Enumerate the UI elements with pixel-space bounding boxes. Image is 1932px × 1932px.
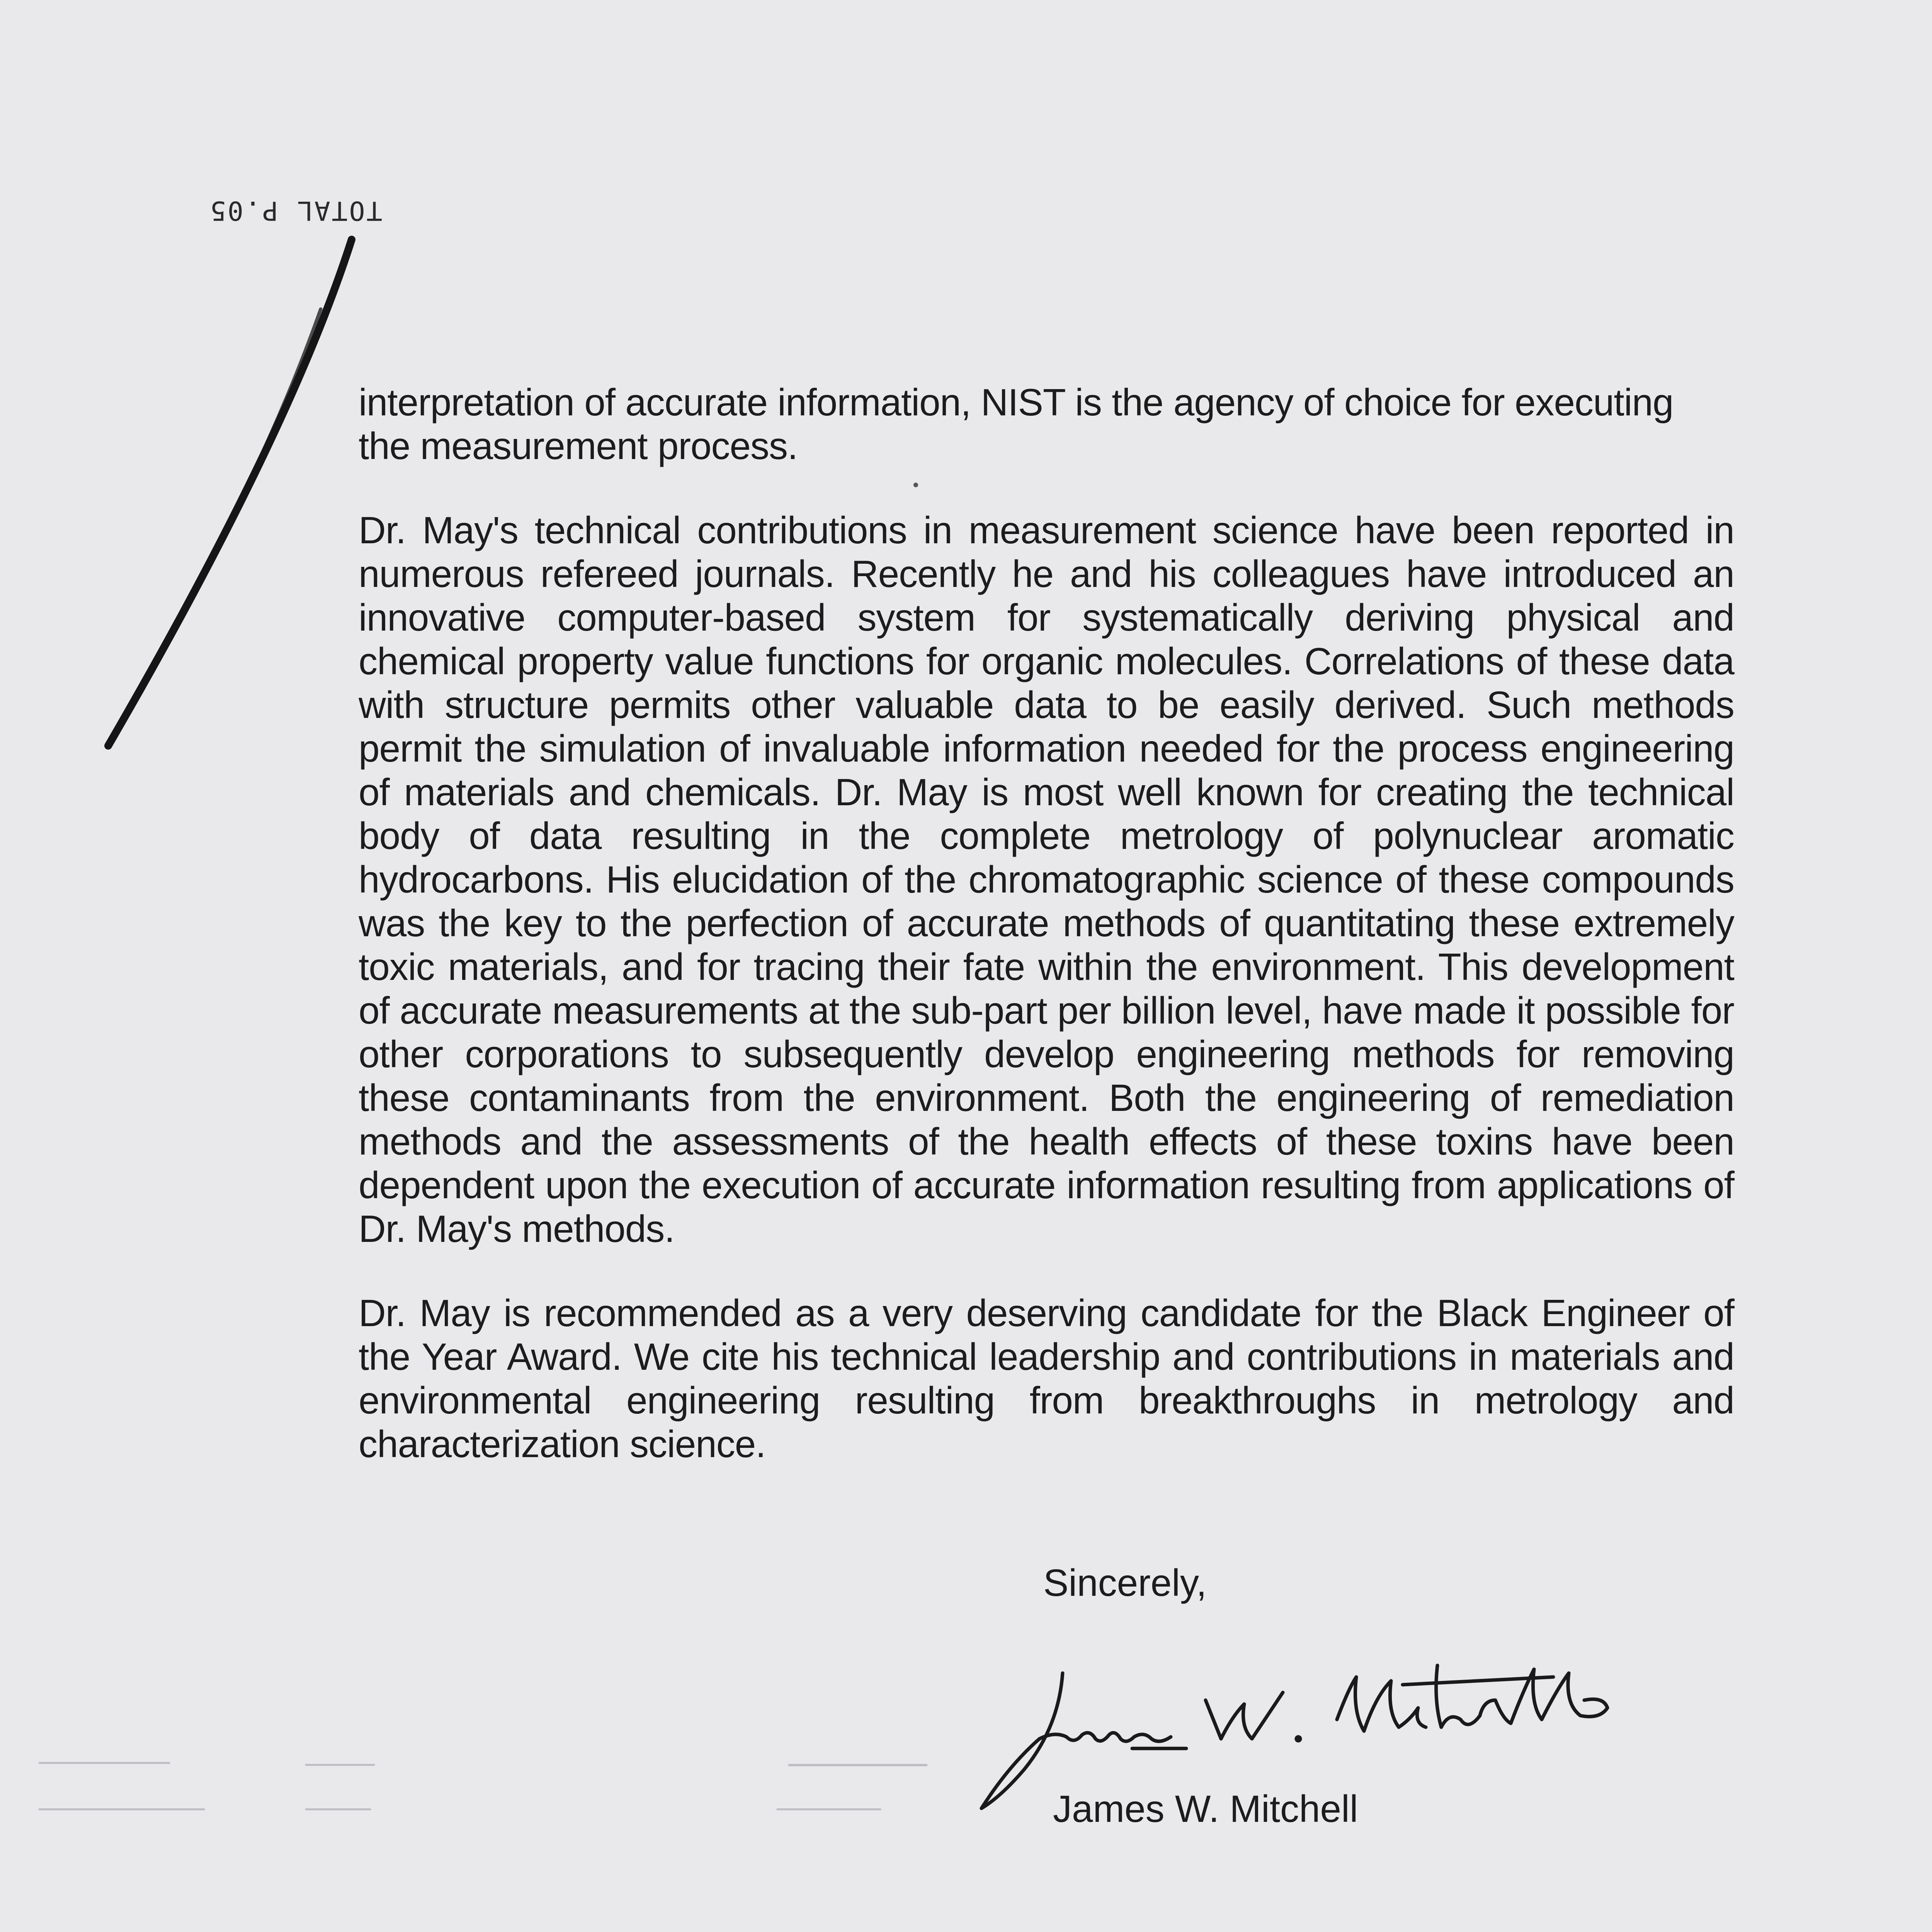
letter-body [359,381,1734,1507]
paragraph-2: Dr. May's technical contributions in measurement science have been reported in numerous refereed journals. Recently he and his colleagues have introduced an innovative computer-based system for systematically deriving physical and chemical property value functions for organic molecules. Correlations of these data with structure permits other valuable data to be easily derived. Such methods permit the simulation of invaluable information needed for the process engineering of materials and chemicals. Dr. May is most well known for creating the technical body of data resulting in the complete metrology of polynuclear aromatic hydrocarbons. His elucidation of the chromatographic science of these compounds was the key to the perfection of accurate methods of quantitating these extremely toxic materials, and for tracing their fate within the environment. This development of accurate measurements at the sub-part per billion level, have made it possible for other corporations to subsequently develop engineering methods for removing these contaminants from the environment. Both the engineering of remediation methods and the assessments of the health effects of these toxins have been dependent upon the execution of accurate information resulting from applications of Dr. May's methods. [359,509,1734,1250]
paragraph-1: interpretation of accurate information, NIST is the agency of choice for executing the measurement process. [359,381,1673,467]
paragraph-3: Dr. May is recommended as a very deserving candidate for the Black Engineer of the Year Award. We cite his technical leadership and contributions in materials and environmental engineering resulting from breakthroughs in metrology and characterization science. [359,1292,1734,1465]
signatory-name: James W. Mitchell [1053,1787,1358,1830]
fax-total-pages: TOTAL P.05 [209,195,383,226]
handwritten-slash-mark [89,232,398,773]
closing-salutation: Sincerely, [1043,1561,1207,1604]
